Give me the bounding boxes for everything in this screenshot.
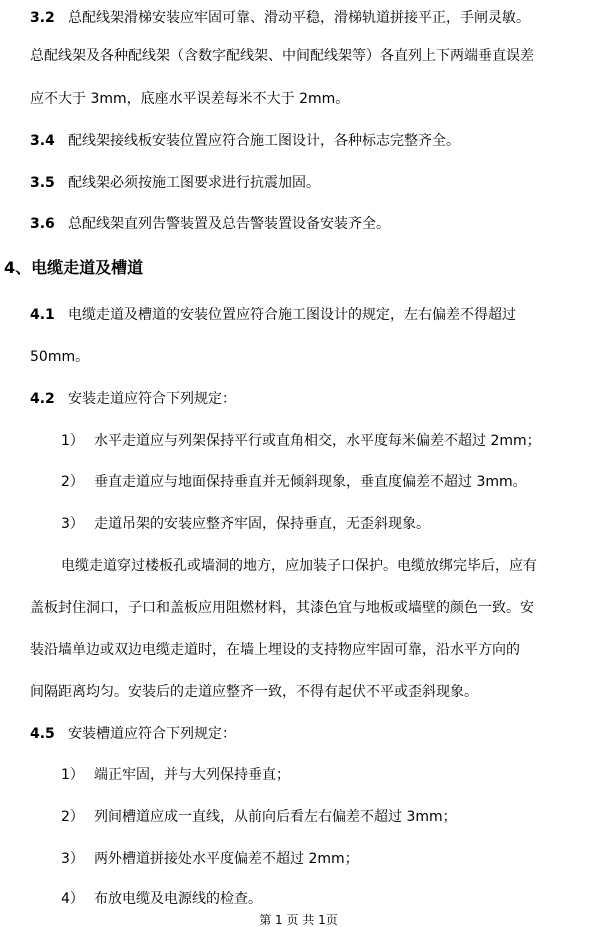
- sub-item-number: 4）: [61, 891, 84, 907]
- item-4-5: [30, 724, 236, 744]
- item-number: 3.4: [30, 133, 55, 149]
- sub-item: [61, 765, 290, 785]
- item-number: 4.5: [30, 726, 55, 742]
- item-number: 3.6: [30, 216, 55, 232]
- item-3-5: [30, 173, 320, 193]
- sub-item-text: 布放电缆及电源线的检查。: [94, 891, 262, 907]
- sub-item-number: 1）: [61, 767, 84, 783]
- sub-item-text: 端正牢固，并与大列保持垂直；: [94, 767, 290, 783]
- paragraph-line: 应不大于 3mm，底座水平误差每米不大于 2mm。: [30, 91, 350, 107]
- sub-item-text: 走道吊架的安装应整齐牢固，保持垂直，无歪斜现象。: [94, 516, 430, 532]
- section-heading: 4、电缆走道及槽道: [4, 258, 144, 277]
- sub-item-text: 水平走道应与列架保持平行或直角相交，水平度每米偏差不超过 2mm；: [94, 433, 541, 449]
- item-3-2: [30, 8, 530, 28]
- item-3-4: [30, 131, 460, 151]
- item-text: 总配线架直列告警装置及总告警装置设备安装齐全。: [68, 216, 390, 232]
- sub-item-number: 2）: [61, 809, 84, 825]
- item-4-1: [30, 305, 516, 325]
- item-text: 安装走道应符合下列规定：: [68, 391, 236, 407]
- paragraph-line: 装沿墙单边或双边电缆走道时，在墙上埋设的支持物应牢固可靠，沿水平方向的: [30, 642, 520, 658]
- item-text: 配线架必须按施工图要求进行抗震加固。: [68, 175, 320, 191]
- sub-item: [61, 849, 359, 869]
- paragraph-line: 盖板封住洞口，子口和盖板应用阻燃材料，其漆色宜与地板或墙壁的颜色一致。安: [30, 600, 534, 616]
- sub-item: [61, 807, 457, 827]
- sub-item: [61, 514, 430, 534]
- item-text: 电缆走道及槽道的安装位置应符合施工图设计的规定，左右偏差不得超过: [68, 307, 516, 323]
- sub-item-number: 2）: [61, 474, 84, 490]
- sub-item-text: 两外槽道拼接处水平度偏差不超过 2mm；: [94, 851, 359, 867]
- paragraph-line: 电缆走道穿过楼板孔或墙洞的地方，应加装子口保护。电缆放绑完毕后，应有: [61, 558, 537, 574]
- paragraph-line: 总配线架及各种配线架（含数字配线架、中间配线架等）各直列上下两端垂直误差: [30, 48, 534, 64]
- sub-item-number: 3）: [61, 851, 84, 867]
- item-text: 安装槽道应符合下列规定：: [68, 726, 236, 742]
- item-number: 4.2: [30, 391, 55, 407]
- paragraph-line: 间隔距离均匀。安装后的走道应整齐一致，不得有起伏不平或歪斜现象。: [30, 684, 478, 700]
- sub-item-number: 3）: [61, 516, 84, 532]
- item-text: 配线架接线板安装位置应符合施工图设计，各种标志完整齐全。: [68, 133, 460, 149]
- sub-item: [61, 472, 527, 492]
- page-footer: 第 1 页 共 1页: [259, 913, 338, 927]
- item-number: 3.5: [30, 175, 55, 191]
- item-3-6: [30, 214, 390, 234]
- item-4-2: [30, 389, 236, 409]
- paragraph-line: 50mm。: [30, 349, 90, 365]
- item-number: 4.1: [30, 307, 55, 323]
- item-text: 总配线架滑梯安装应牢固可靠、滑动平稳，滑梯轨道拼接平正，手闸灵敏。: [68, 10, 530, 26]
- sub-item-text: 垂直走道应与地面保持垂直并无倾斜现象，垂直度偏差不超过 3mm。: [94, 474, 527, 490]
- sub-item-number: 1）: [61, 433, 84, 449]
- sub-item: [61, 431, 541, 451]
- sub-item-text: 列间槽道应成一直线，从前向后看左右偏差不超过 3mm；: [94, 809, 457, 825]
- item-number: 3.2: [30, 10, 55, 26]
- sub-item: [61, 889, 262, 909]
